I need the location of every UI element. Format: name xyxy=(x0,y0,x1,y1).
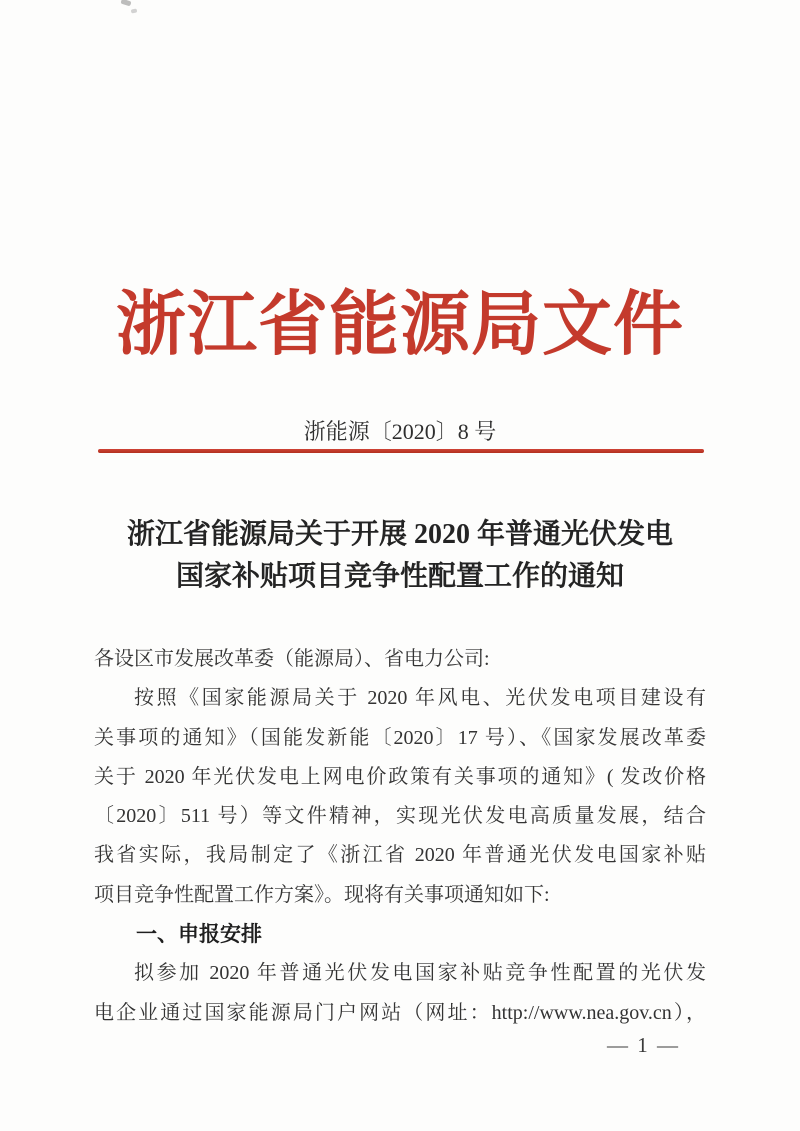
paragraph-2-line-2: 电企业通过国家能源局门户网站（网址：http://www.nea.gov.cn）， xyxy=(94,1001,706,1024)
document-body xyxy=(94,640,706,1033)
scan-artifact-speck xyxy=(120,0,131,6)
paragraph-1-line-3: 关于 2020 年光伏发电上网电价政策有关事项的通知》( 发改价格 xyxy=(94,765,706,788)
paragraph-1-line-1: 按照《国家能源局关于 2020 年风电、光伏发电项目建设有 xyxy=(134,687,706,710)
red-header-title: 浙江省能源局文件 xyxy=(116,287,684,364)
page-number: — 1 — xyxy=(607,1033,680,1057)
paragraph-1-line-6: 项目竞争性配置工作方案》。现将有关事项通知如下: xyxy=(94,883,550,906)
salutation-line: 各设区市发展改革委（能源局）、省电力公司: xyxy=(94,648,490,670)
document-title-line-2: 国家补贴项目竞争性配置工作的通知 xyxy=(175,561,624,592)
document-title-line-1: 浙江省能源局关于开展 2020 年普通光伏发电 xyxy=(126,519,673,550)
scan-artifact-speck xyxy=(131,9,138,14)
red-divider-rule xyxy=(98,449,704,453)
section-1-heading: 一、申报安排 xyxy=(136,923,262,947)
paragraph-2-line-1: 拟参加 2020 年普通光伏发电国家补贴竞争性配置的光伏发 xyxy=(134,962,706,985)
paragraph-1-line-4: 〔2020〕511 号）等文件精神，实现光伏发电高质量发展，结合 xyxy=(94,805,706,828)
document-number: 浙能源〔2020〕8 号 xyxy=(303,419,497,444)
document-title xyxy=(0,514,800,598)
paragraph-1-line-2: 关事项的通知》（国能发新能〔2020〕17 号）、《国家发展改革委 xyxy=(94,726,706,749)
paragraph-1-line-5: 我省实际，我局制定了《浙江省 2020 年普通光伏发电国家补贴 xyxy=(94,844,706,867)
